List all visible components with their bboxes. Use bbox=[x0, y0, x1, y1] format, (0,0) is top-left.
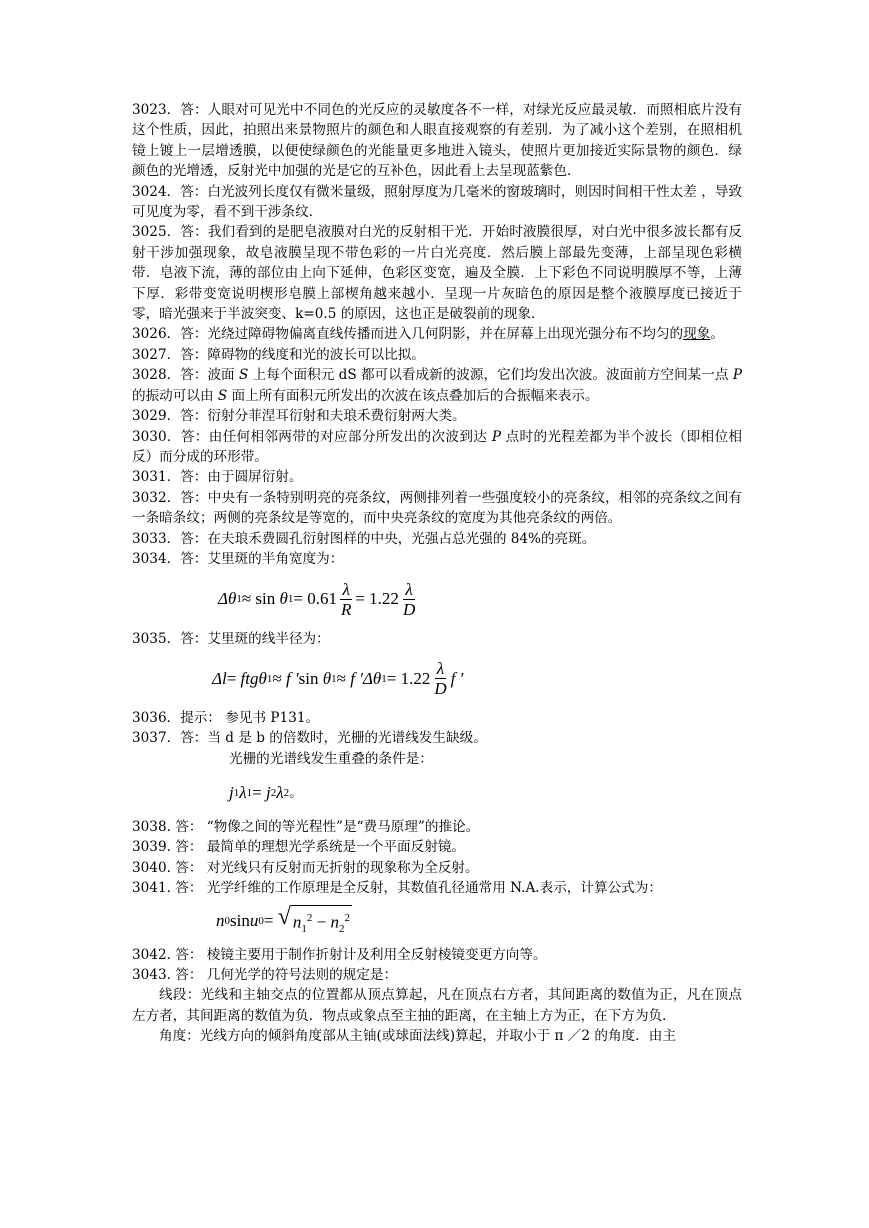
formula-term: f ′ bbox=[285, 668, 299, 688]
answer-3028 bbox=[132, 365, 742, 406]
formula-term: λ bbox=[239, 782, 247, 802]
answer-3026-end: 。 bbox=[710, 326, 724, 343]
formula-term: u bbox=[249, 911, 259, 931]
formula-3037 bbox=[229, 769, 742, 817]
formula-term: n bbox=[216, 911, 225, 931]
answer-3037: 3037．答：当 d 是 b 的倍数时，光栅的光谱线发生缺级。 bbox=[132, 730, 487, 747]
formula-subscript: 2 bbox=[270, 786, 277, 799]
formula-term: ≈ bbox=[336, 668, 346, 688]
answer-3024: 3024．答：白光波列长度仅有微米量级，照射厚度为几毫米的窗玻璃时，则因时间相干性太差 ，导致可见度为零，看不到干涉条纹． bbox=[132, 183, 742, 221]
formula-subscript: 1 bbox=[236, 593, 242, 606]
answer-3028-part-c: 的振动可以由 bbox=[132, 387, 218, 404]
answer-3028-part-a: 3028．答：波面 bbox=[132, 367, 240, 384]
answer-3038: 3038. 答： “物像之间的等光程性”是“费马原理”的推论。 bbox=[132, 818, 480, 835]
formula-term: sin bbox=[298, 668, 319, 688]
formula-term: = 1.22 bbox=[355, 589, 399, 609]
answer-3030-part-b: 点时的光程差都为半个波长（即相位相反）而分成的环形带。 bbox=[132, 428, 742, 465]
fraction-lambda-over-D bbox=[432, 659, 448, 698]
answer-3036: 3036．提示： 参见书 P131。 bbox=[132, 709, 320, 726]
symbol-S: S bbox=[239, 367, 249, 384]
formula-term: f ′ bbox=[450, 668, 464, 688]
answer-3035: 3035．答：艾里斑的线半径为： bbox=[132, 631, 330, 648]
answer-3039: 3039. 答： 最简单的理想光学系统是一个平面反射镜。 bbox=[132, 839, 466, 856]
sign-rule-segment: 线段：光线和主轴交点的位置都从顶点算起，凡在顶点右方者，其间距离的数值为正，凡在顶点左方者，其间距离的数值为负．物点或象点至主抽的距离，在主轴上方为正，在下方为负． bbox=[132, 987, 742, 1024]
numerator: λ bbox=[342, 579, 350, 599]
answer-3037-condition: 光栅的光谱线发生重叠的条件是： bbox=[229, 750, 433, 767]
answer-3031: 3031．答：由于圆屏衍射。 bbox=[132, 469, 303, 486]
answer-3029: 3029．答：衍射分菲涅耳衍射和夫琅禾费衍射两大类。 bbox=[132, 408, 466, 425]
formula-term: f bbox=[240, 668, 246, 688]
formula-term: ≈ sin bbox=[241, 589, 276, 609]
formula-term: ≈ bbox=[272, 668, 282, 688]
denominator: D bbox=[402, 599, 416, 619]
answer-3033: 3033．答：在夫琅禾费圆孔衍射图样的中央，光强占总光强的 84%的亮斑。 bbox=[132, 530, 596, 547]
formula-superscript: 2 bbox=[344, 911, 350, 924]
formula-term: = bbox=[252, 782, 262, 802]
answer-3034: 3034．答：艾里斑的半角宽度为： bbox=[132, 550, 344, 567]
answer-3043: 3043. 答： 几何光学的符号法则的规定是： bbox=[132, 967, 398, 983]
formula-term: n bbox=[292, 912, 302, 932]
square-root: √ $n_1^2 - n_2^2$ bbox=[278, 905, 352, 939]
answer-3030-part-a: 3030．答：由任何相邻两带的对应部分所发出的次波到达 bbox=[132, 428, 492, 445]
formula-term: = 1.22 bbox=[386, 668, 431, 688]
formula-term: j bbox=[229, 782, 234, 802]
formula-superscript: 2 bbox=[306, 911, 313, 924]
symbol-S: S bbox=[217, 387, 228, 404]
formula-subscript: 0 bbox=[224, 915, 230, 928]
answer-3041: 3041. 答： 光学纤维的工作原理是全反射，其数值孔径通常用 N.A.表示，计算公式为： bbox=[132, 880, 662, 897]
denominator: D bbox=[434, 679, 447, 699]
formula-term: Δθ bbox=[218, 589, 237, 609]
answer-3026 bbox=[132, 324, 742, 344]
formula-subscript: 1 bbox=[266, 672, 273, 685]
numerator: λ bbox=[405, 579, 413, 599]
answer-3023: 3023．答：人眼对可见光中不同色的光反应的灵敏度各不一样，对绿光反应最灵敏．而照相底片没有这个性质，因此，拍照出来景物照片的颜色和人眼直接观察的有差别．为了减小这个差别，在照相机镜上镀上一层增透膜，以便使绿颜色的光能量更多地进入镜头，使照片更加接近实际景物的颜色．绿颜色的光增透，反射光中加强的光是它的互补色，因此看上去呈现蓝紫色． bbox=[132, 102, 742, 180]
formula-term: n bbox=[330, 912, 339, 932]
formula-subscript: 1 bbox=[233, 786, 240, 799]
formula-term: = bbox=[226, 668, 237, 688]
denominator: R bbox=[340, 599, 352, 619]
fraction-lambda-over-D bbox=[401, 580, 417, 619]
answer-3028-part-b: 上每个面积元 dS 都可以看成新的波源，它们均发出次波。波面前方空间某一点 bbox=[248, 367, 733, 384]
formula-subscript: 1 bbox=[246, 786, 253, 799]
formula-term: tg bbox=[245, 668, 259, 688]
formula-subscript: 1 bbox=[331, 672, 337, 685]
formula-3034 bbox=[218, 569, 742, 629]
answer-3026-text: 3026．答：光绕过障碍物偏离直线传播而进入几何阴影，并在屏幕上出现光强分布不均匀的 bbox=[132, 326, 684, 343]
formula-term: = bbox=[263, 911, 274, 931]
answer-3042: 3042. 答： 棱镜主要用于制作折射计及利用全反射棱镜变更方向等。 bbox=[132, 946, 547, 963]
answer-3027: 3027．答：障碍物的线度和光的波长可以比拟。 bbox=[132, 346, 425, 363]
formula-term: = 0.61 bbox=[293, 589, 337, 609]
document-page bbox=[132, 100, 742, 1047]
answer-3026-underlined: 现象 bbox=[683, 326, 711, 343]
answer-3030 bbox=[132, 427, 742, 468]
formula-subscript: 2 bbox=[283, 786, 290, 799]
numerator: λ bbox=[436, 659, 445, 679]
formula-subscript: 0 bbox=[258, 915, 264, 928]
formula-term: sin bbox=[230, 911, 250, 931]
answer-3032: 3032．答：中央有一条特别明亮的亮条纹，两侧排列着一些强度较小的亮条纹，相邻的亮条纹之间有一条暗条纹；两侧的亮条纹是等宽的，而中央亮条纹的宽度为其他亮条纹的两倍。 bbox=[132, 489, 742, 527]
formula-term: j bbox=[265, 782, 271, 802]
formula-term: Δl bbox=[212, 668, 227, 688]
formula-term: θ bbox=[279, 589, 288, 609]
formula-3041 bbox=[216, 899, 742, 945]
formula-term: 。 bbox=[289, 784, 303, 800]
sign-rule-angle: 角度：光线方向的倾斜角度部从主铀(或球面法线)算起，并取小于 π ／2 的角度．由主 bbox=[159, 1028, 676, 1045]
formula-term: λ bbox=[276, 782, 284, 802]
symbol-P: P bbox=[732, 367, 743, 384]
formula-3035: Δl = f tg θ 1 ≈ f ′ sin θ 1 ≈ f ′ Δθ 1 = 1.22 $\frac{\lambda}{D}$ f ′ bbox=[212, 659, 464, 699]
answer-3040: 3040. 答： 对光线只有反射而无折射的现象称为全反射。 bbox=[132, 859, 479, 876]
answer-3028-part-d: 面上所有面积元所发出的次波在该点叠加后的合振幅来表示。 bbox=[227, 387, 599, 404]
fraction-lambda-over-R bbox=[339, 580, 353, 619]
formula-term: − bbox=[312, 912, 331, 932]
answer-3025: 3025．答：我们看到的是肥皂液膜对白光的反射相干光．开始时液膜很厚，对白光中很多波长都有反射干涉加强现象，故皂液膜呈现不带色彩的一片白光亮度．然后膜上部最先变薄，上部呈现色彩横带．皂液下流，薄的部位由上向下延伸，色彩区变宽，遍及全膜．上下彩色不同说明膜厚不等，上薄下厚．彩带变宽说明楔形皂膜上部楔角越来越小．呈现一片灰暗色的原因是整个液膜厚度已接近于零，暗光强来于半波突变、k=0.5 的原因，这也正是破裂前的现象． bbox=[132, 224, 742, 323]
formula-subscript: 1 bbox=[381, 672, 387, 685]
formula-subscript: 1 bbox=[287, 593, 294, 606]
symbol-P: P bbox=[491, 428, 501, 445]
formula-subscript: 2 bbox=[338, 922, 345, 935]
formula-subscript: 1 bbox=[301, 922, 307, 935]
formula-term: Δθ bbox=[362, 668, 382, 688]
formula-term: f ′ bbox=[350, 668, 363, 688]
